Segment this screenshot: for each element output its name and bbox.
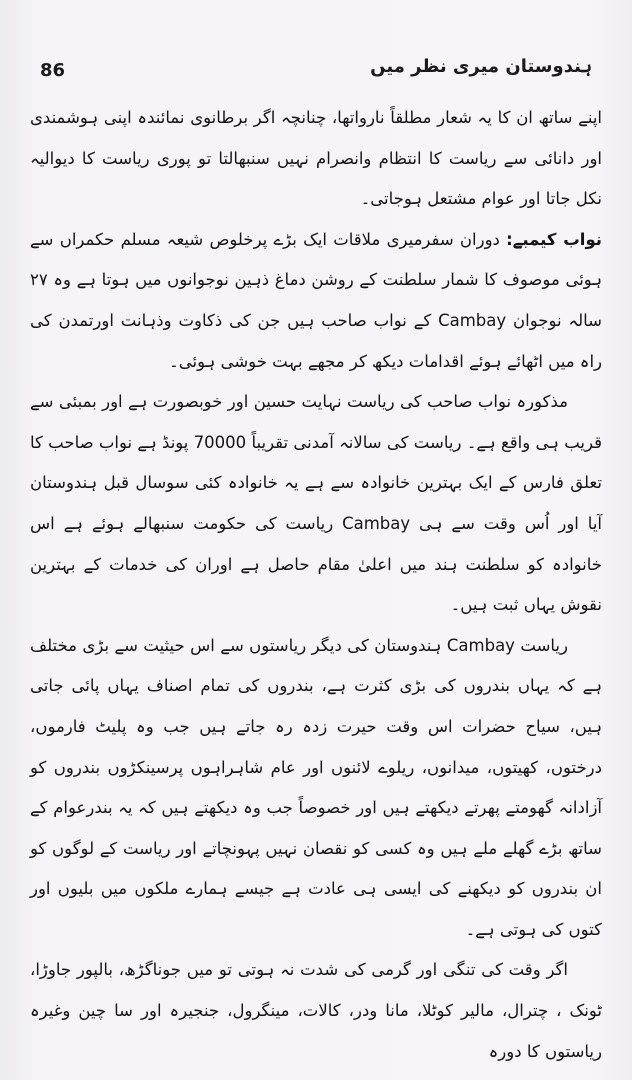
- paragraph-3: [30, 382, 602, 626]
- paragraph-text: ریاست Cambay ہندوستان کی دیگر ریاستوں سے اس حیثیت سے بڑی مختلف ہے کہ یہاں بندروں کی بڑی کثرت ہے، بندروں کی تمام اصناف یہاں پائی جاتی ہیں، سیاح حضرات اس وقت حیرت زدہ رہ جاتے ہیں جب وہ پلیٹ فارموں، درختوں، کھیتوں، میدانوں، ریلوے لائنوں اور عام شاہراہوں پرسینکڑوں بندروں کو آزادانہ گھومتے پھرتے دیکھتے ہیں اور خصوصاً جب وہ دیکھتے ہیں کہ یہ بندرعوام کے ساتھ بڑے گھلے ملے ہیں وہ کسی کو نقصان نہیں پہونچاتے اور ریاست کے لوگوں کو ان بندروں کو دیکھنے کی ایسی ہی عادت ہے جیسے ہمارے ملکوں میں بلیوں اور کتوں کی ہوتی ہے۔: [30, 635, 602, 939]
- page-number: 86: [40, 60, 66, 81]
- paragraph-4: [30, 626, 602, 951]
- page-header: [40, 56, 592, 90]
- section-heading: نواب کیمبے:: [506, 229, 602, 249]
- paragraph-text: دوران سفرمیری ملاقات ایک بڑے پرخلوص شیعہ مسلم حکمراں سے ہوئی موصوف کا شمار سلطنت کے روشن دماغ ذہین نوجوانوں میں ہوتا ہے وہ ۲۷ سالہ نوجوان Cambay کے نواب صاحب ہیں جن کی ذکاوت وذہانت اورتمدن کی راہ میں اٹھائے ہوئے اقدامات دیکھ کر مجھے بہت خوشی ہوئی۔: [30, 229, 602, 371]
- paragraph-text: اگر وقت کی تنگی اور گرمی کی شدت نہ ہوتی تو میں جوناگڑھ، بالپور جاوڑا، ٹونک ، چترال، مالیر کوٹلا، مانا ودر، کالات، مینگرول، جنجیرہ اور سا چین وغیرہ ریاستوں کا دورہ: [30, 960, 602, 1061]
- body-text: [30, 98, 602, 1072]
- paragraph-2: [30, 220, 602, 382]
- paragraph-1: [30, 98, 602, 220]
- paragraph-5: [30, 950, 602, 1072]
- paragraph-text: اپنے ساتھ ان کا یہ شعار مطلقاً نارواتھا، چنانچہ اگر برطانوی نمائندہ اپنی ہوشمندی اور دانائی سے ریاست کا انتظام وانصرام نہیں سنبھالتا تو پوری ریاست کا دیوالیہ نکل جاتا اور عوام مشتعل ہوجاتی۔: [30, 108, 602, 209]
- paragraph-text: مذکورہ نواب صاحب کی ریاست نہایت حسین اور خوبصورت ہے اور بمبئی سے قریب ہی واقع ہے۔ ریاست کی سالانہ آمدنی تقریباً 70000 پونڈ ہے نواب صاحب کا تعلق فارس کے ایک بہترین خانوادہ سے ہے یہ خانوادہ کئی سوسال قبل ہندوستان آیا اور اُس وقت سے ہی Cambay ریاست کی حکومت سنبھالے ہوئے ہے اس خانوادہ کو سلطنت ہند میں اعلیٰ مقام حاصل ہے اوران کی خدمات کے بہترین نقوش یہاں ثبت ہیں۔: [30, 392, 602, 615]
- running-title: ہندوستان میری نظر میں: [370, 56, 592, 77]
